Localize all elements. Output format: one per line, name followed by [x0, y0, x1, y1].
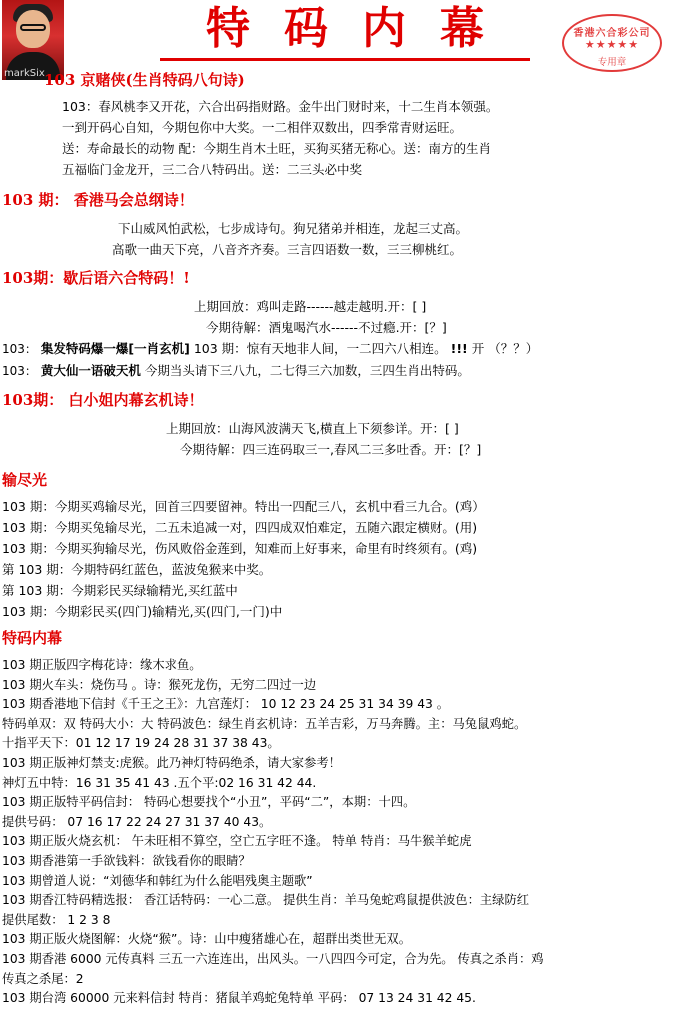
page-title: 特码内幕	[206, 3, 518, 54]
section-jockey-club-poem	[0, 190, 690, 260]
list-item: 神灯五中特：16 31 35 41 43 .五个平:02 16 31 42 44.	[2, 775, 317, 790]
list-item: 103 期：今期买兔输尽光，二五未追减一对，四四成双怕难定，五随六跟定横财。(用)	[2, 520, 478, 535]
list-item: 103 期香江特码精选报： 香江话特码：一心二意。 提供生肖：羊马兔蛇鸡鼠提供波色：主绿防红	[2, 893, 530, 908]
list-item: 提供尾数： 1 2 3 8	[2, 912, 111, 927]
title-underline	[160, 58, 530, 61]
list-item: 103 期香港 6000 元传真料 三五一六连连出，出风头。一八四四今可定，合为先。 传真之杀肖：鸡	[2, 951, 544, 966]
list-item: 103 期：今期买狗输尽光，伤风败俗金莲到，知难而上好事来，命里有时终须有。(鸡)	[2, 541, 478, 556]
line-text: 今期当头请下三八九，二七得三六加数，三四生肖出特码。	[144, 363, 470, 378]
line-prefix: 103：	[2, 342, 37, 356]
bold-phrase: 黄大仙一语破天机	[40, 363, 141, 378]
list-item: 103 期正版神灯禁支:虎猴。此乃神灯特码绝杀，请大家参考！	[2, 755, 341, 770]
poem-line: 一到开码心自知，今期包你中大奖。一二相伴双数出，四季常青财运旺。	[62, 120, 463, 135]
poem-line: 103：春风桃李又开花，六合出码指财路。金牛出门财时来，十二生肖本领强。	[62, 99, 499, 114]
list-item: 103 期正版特平码信封： 特码心想要找个“小丑”，平码“二”，本期：十四。	[2, 795, 416, 810]
avatar-glasses	[20, 24, 46, 31]
list-item: 103 期正版四字梅花诗：缘木求鱼。	[2, 658, 202, 672]
poem-line: 下山威风怕武松，七步成诗句。狗兄猪弟并相连，龙起三丈高。	[118, 221, 469, 236]
list-item: 103 期火车头：烧伤马 。诗：猴死龙伤，无穷二四过一边	[2, 677, 317, 692]
section-eight-line-poem	[0, 70, 690, 180]
author-avatar	[2, 0, 64, 80]
list-item: 第 103 期：今期特码红蓝色，蓝波兔猴来中奖。	[2, 562, 272, 577]
section-title: 103期：歇后语六合特码！!	[2, 269, 190, 287]
section-inside-info	[0, 628, 690, 1009]
seal-top-text: 香港六合彩公司	[573, 28, 651, 39]
list-item: 特码单双：双 特码大小：大 特码波色：绿生肖玄机诗：五羊吉彩，万马奔腾。主：马兔鼠鸡蛇。	[2, 716, 527, 731]
list-item: 传真之杀尾：2	[2, 971, 84, 986]
section-title: 103 期： 香港马会总纲诗！	[2, 191, 194, 209]
avatar-watermark: markSix	[4, 68, 45, 79]
section-white-lady-poem	[0, 390, 690, 460]
list-item: 103 期香港地下信封《千王之王》：九宫莲灯： 10 12 23 24 25 31 34 39 43 。	[2, 697, 450, 712]
list-item: 十指平天下：01 12 17 19 24 28 31 37 38 43。	[2, 736, 280, 751]
current-period-riddle: 今期待解：四三连码取三一,春风二三多吐香。开：[？]	[180, 442, 482, 457]
line-prefix: 103：	[2, 364, 37, 378]
company-seal	[562, 14, 662, 72]
list-item: 103 期香港第一手欲钱料：欲钱看你的眼睛？	[2, 853, 251, 868]
current-period-riddle: 今期待解：酒鬼喝汽水------不过瘾.开：[？]	[206, 320, 447, 335]
poem-line: 五福临门金龙开，三二合八特码出。送：二三头必中奖	[62, 162, 363, 177]
section-title: 特码内幕	[2, 629, 63, 647]
list-item: 103 期：今期彩民买(四门)输精光,买(四门,一门)中	[2, 604, 283, 619]
bold-phrase: !!!	[450, 341, 468, 356]
list-item: 103 期曾道人说：“刘德华和韩红为什么能唱残奥主题歌”	[2, 873, 313, 888]
bold-phrase: 集发特码爆一爆[一肖玄机]	[40, 341, 190, 356]
list-item: 103 期：今期买鸡输尽光，回首三四要留神。特出一四配三八，玄机中看三九合。(鸡）	[2, 499, 485, 514]
last-period-review: 上期回放：鸡叫走路------越走越明.开：[ ]	[194, 299, 427, 314]
poem-line: 送：寿命最长的动物 配：今期生肖木土旺，买狗买猪无称心。送：南方的生肖	[62, 141, 491, 156]
list-item: 提供号码： 07 16 17 22 24 27 31 37 40 43。	[2, 814, 272, 829]
line-text: 开 （？？）	[471, 341, 539, 356]
poem-line: 高歌一曲天下亮，八音齐齐奏。三言四语数一数，三三柳桃红。	[112, 242, 463, 257]
section-title: 输尽光	[2, 471, 48, 489]
secret-line	[2, 338, 690, 360]
list-item: 103 期台湾 60000 元来料信封 特肖：猪鼠羊鸡蛇兔特单 平码： 07 13 24 31 42 45.	[2, 991, 476, 1006]
list-item: 第 103 期：今期彩民买绿输精光,买红蓝中	[2, 583, 238, 598]
list-item: 103 期正版火烧图解：火烧“猴”。诗：山中瘦猪雄心在，超群出类世无双。	[2, 932, 412, 947]
last-period-review: 上期回放：山海风波满天飞,横直上下须参详。开：[ ]	[166, 421, 459, 436]
section-title: 103期： 白小姐内幕玄机诗！	[2, 391, 204, 409]
line-text: 103 期：惊有天地非人间，一二四六八相连。	[193, 341, 447, 356]
section-lose-all	[0, 470, 690, 622]
seal-bottom-text: 专用章	[597, 57, 627, 68]
section-title: 103 京赌侠(生肖特码八句诗)	[44, 71, 245, 89]
section-proverb	[0, 268, 690, 382]
list-item: 103 期正版火烧玄机： 午未旺相不算空，空亡五字旺不逢。 特单 特肖：马牛猴羊蛇虎	[2, 834, 472, 849]
wong-tai-sin-line	[2, 360, 690, 382]
seal-stars-icon: ★★★★★	[584, 38, 640, 51]
